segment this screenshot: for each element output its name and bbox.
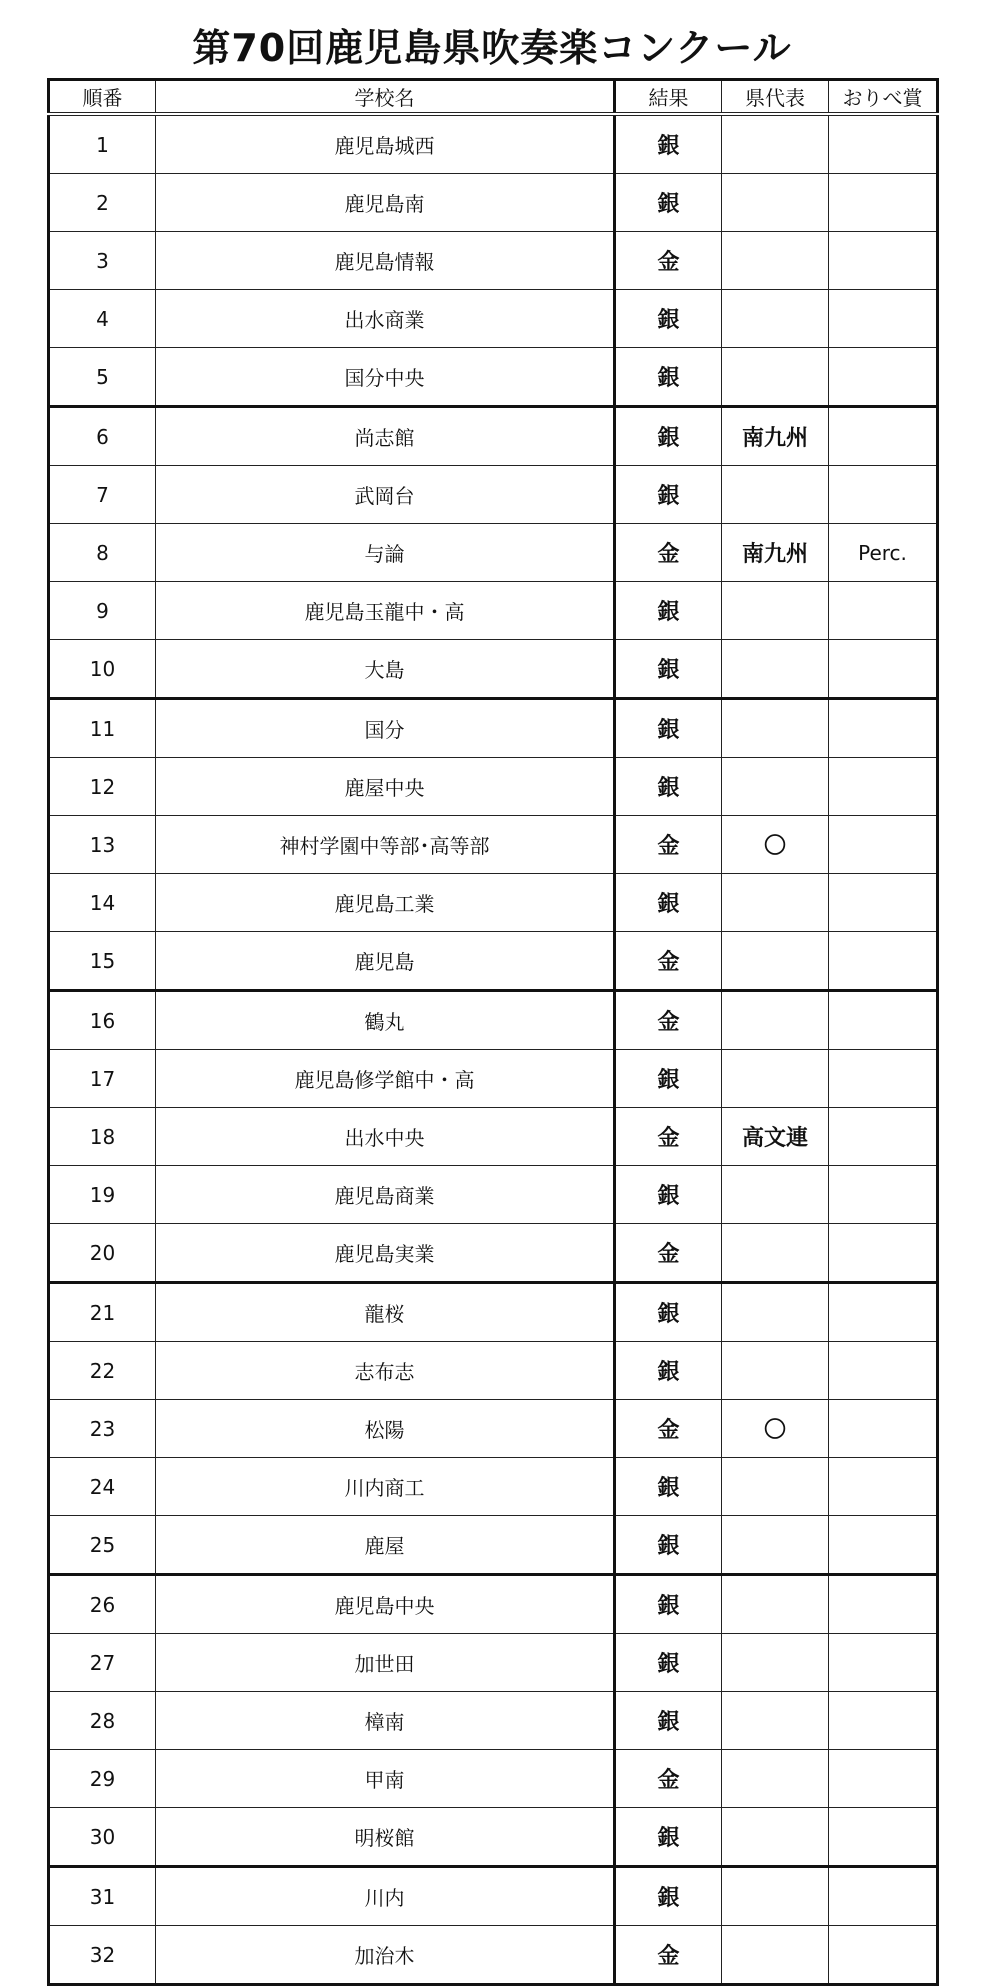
result-cell: 銀 bbox=[615, 1867, 722, 1926]
oribe-award-cell bbox=[829, 1283, 938, 1342]
header-oribe-award: おりべ賞 bbox=[829, 80, 938, 115]
representative-cell bbox=[722, 1926, 829, 1985]
table-row bbox=[49, 1750, 938, 1808]
school-name-cell: 国分 bbox=[156, 699, 615, 758]
school-name-cell: 鹿児島 bbox=[156, 932, 615, 991]
table-body bbox=[49, 114, 938, 1985]
table-row bbox=[49, 466, 938, 524]
result-cell: 銀 bbox=[615, 466, 722, 524]
result-cell: 銀 bbox=[615, 1808, 722, 1867]
order-cell: 30 bbox=[49, 1808, 156, 1867]
school-name-cell: 鹿児島玉龍中・高 bbox=[156, 582, 615, 640]
header-order: 順番 bbox=[49, 80, 156, 115]
order-cell: 23 bbox=[49, 1400, 156, 1458]
oribe-award-cell bbox=[829, 932, 938, 991]
page-title: 第70回鹿児島県吹奏楽コンクール bbox=[192, 26, 792, 70]
table-row bbox=[49, 524, 938, 582]
header-representative: 県代表 bbox=[722, 80, 829, 115]
order-cell: 11 bbox=[49, 699, 156, 758]
representative-cell bbox=[722, 1224, 829, 1283]
oribe-award-cell bbox=[829, 407, 938, 466]
representative-cell bbox=[722, 290, 829, 348]
order-cell: 4 bbox=[49, 290, 156, 348]
oribe-award-cell bbox=[829, 348, 938, 407]
order-cell: 14 bbox=[49, 874, 156, 932]
table-row bbox=[49, 1342, 938, 1400]
oribe-award-cell bbox=[829, 1166, 938, 1224]
result-cell: 銀 bbox=[615, 1575, 722, 1634]
oribe-award-cell bbox=[829, 1224, 938, 1283]
representative-cell bbox=[722, 114, 829, 174]
representative-cell bbox=[722, 1808, 829, 1867]
table-row bbox=[49, 1692, 938, 1750]
school-name-cell: 樟南 bbox=[156, 1692, 615, 1750]
table-row bbox=[49, 1108, 938, 1166]
result-cell: 金 bbox=[615, 524, 722, 582]
result-cell: 金 bbox=[615, 932, 722, 991]
table-row bbox=[49, 640, 938, 699]
results-table bbox=[47, 78, 939, 1986]
oribe-award-cell bbox=[829, 1750, 938, 1808]
oribe-award-cell bbox=[829, 1575, 938, 1634]
school-name-cell: 鹿屋中央 bbox=[156, 758, 615, 816]
result-cell: 銀 bbox=[615, 640, 722, 699]
school-name-cell: 神村学園中等部･高等部 bbox=[156, 816, 615, 874]
table-row bbox=[49, 1283, 938, 1342]
result-cell: 銀 bbox=[615, 758, 722, 816]
header-school: 学校名 bbox=[156, 80, 615, 115]
representative-cell bbox=[722, 1867, 829, 1926]
school-name-cell: 国分中央 bbox=[156, 348, 615, 407]
school-name-cell: 大島 bbox=[156, 640, 615, 699]
table-header-row bbox=[49, 80, 938, 115]
oribe-award-cell bbox=[829, 1400, 938, 1458]
result-cell: 金 bbox=[615, 816, 722, 874]
school-name-cell: 与論 bbox=[156, 524, 615, 582]
table-row bbox=[49, 1575, 938, 1634]
result-cell: 銀 bbox=[615, 1166, 722, 1224]
table-row bbox=[49, 1166, 938, 1224]
school-name-cell: 鹿児島南 bbox=[156, 174, 615, 232]
order-cell: 9 bbox=[49, 582, 156, 640]
order-cell: 5 bbox=[49, 348, 156, 407]
representative-cell bbox=[722, 1342, 829, 1400]
table-row bbox=[49, 174, 938, 232]
result-cell: 銀 bbox=[615, 290, 722, 348]
result-cell: 金 bbox=[615, 232, 722, 290]
order-cell: 10 bbox=[49, 640, 156, 699]
representative-cell bbox=[722, 699, 829, 758]
school-name-cell: 加世田 bbox=[156, 1634, 615, 1692]
result-cell: 金 bbox=[615, 1400, 722, 1458]
oribe-award-cell bbox=[829, 991, 938, 1050]
oribe-award-cell bbox=[829, 1926, 938, 1985]
order-cell: 15 bbox=[49, 932, 156, 991]
order-cell: 12 bbox=[49, 758, 156, 816]
representative-cell bbox=[722, 582, 829, 640]
order-cell: 27 bbox=[49, 1634, 156, 1692]
table-row bbox=[49, 816, 938, 874]
oribe-award-cell bbox=[829, 232, 938, 290]
oribe-award-cell bbox=[829, 1634, 938, 1692]
table-row bbox=[49, 1400, 938, 1458]
representative-cell bbox=[722, 1458, 829, 1516]
representative-cell bbox=[722, 1516, 829, 1575]
order-cell: 7 bbox=[49, 466, 156, 524]
result-cell: 金 bbox=[615, 1108, 722, 1166]
table-row bbox=[49, 874, 938, 932]
representative-cell bbox=[722, 348, 829, 407]
result-cell: 金 bbox=[615, 991, 722, 1050]
result-cell: 銀 bbox=[615, 1283, 722, 1342]
school-name-cell: 鹿児島中央 bbox=[156, 1575, 615, 1634]
oribe-award-cell bbox=[829, 816, 938, 874]
result-cell: 金 bbox=[615, 1750, 722, 1808]
representative-cell bbox=[722, 1634, 829, 1692]
table-row bbox=[49, 1224, 938, 1283]
representative-cell bbox=[722, 1166, 829, 1224]
result-cell: 銀 bbox=[615, 874, 722, 932]
order-cell: 24 bbox=[49, 1458, 156, 1516]
result-cell: 銀 bbox=[615, 407, 722, 466]
oribe-award-cell bbox=[829, 1867, 938, 1926]
order-cell: 13 bbox=[49, 816, 156, 874]
representative-cell bbox=[722, 174, 829, 232]
oribe-award-cell bbox=[829, 582, 938, 640]
table-row bbox=[49, 1516, 938, 1575]
school-name-cell: 尚志館 bbox=[156, 407, 615, 466]
order-cell: 28 bbox=[49, 1692, 156, 1750]
table-row bbox=[49, 1926, 938, 1985]
order-cell: 18 bbox=[49, 1108, 156, 1166]
oribe-award-cell bbox=[829, 1458, 938, 1516]
representative-cell: 〇 bbox=[722, 1400, 829, 1458]
order-cell: 6 bbox=[49, 407, 156, 466]
order-cell: 21 bbox=[49, 1283, 156, 1342]
school-name-cell: 武岡台 bbox=[156, 466, 615, 524]
representative-cell bbox=[722, 991, 829, 1050]
school-name-cell: 鹿児島実業 bbox=[156, 1224, 615, 1283]
school-name-cell: 松陽 bbox=[156, 1400, 615, 1458]
representative-cell bbox=[722, 1050, 829, 1108]
result-cell: 銀 bbox=[615, 1516, 722, 1575]
table-row bbox=[49, 582, 938, 640]
table-row bbox=[49, 1867, 938, 1926]
order-cell: 25 bbox=[49, 1516, 156, 1575]
school-name-cell: 出水商業 bbox=[156, 290, 615, 348]
oribe-award-cell bbox=[829, 1692, 938, 1750]
oribe-award-cell bbox=[829, 174, 938, 232]
school-name-cell: 鹿児島工業 bbox=[156, 874, 615, 932]
result-cell: 銀 bbox=[615, 348, 722, 407]
school-name-cell: 川内 bbox=[156, 1867, 615, 1926]
order-cell: 31 bbox=[49, 1867, 156, 1926]
order-cell: 29 bbox=[49, 1750, 156, 1808]
result-cell: 金 bbox=[615, 1926, 722, 1985]
table-row bbox=[49, 348, 938, 407]
school-name-cell: 川内商工 bbox=[156, 1458, 615, 1516]
oribe-award-cell bbox=[829, 466, 938, 524]
order-cell: 22 bbox=[49, 1342, 156, 1400]
representative-cell: 南九州 bbox=[722, 524, 829, 582]
table-row bbox=[49, 1808, 938, 1867]
representative-cell bbox=[722, 466, 829, 524]
oribe-award-cell: Perc. bbox=[829, 524, 938, 582]
school-name-cell: 鹿児島商業 bbox=[156, 1166, 615, 1224]
order-cell: 26 bbox=[49, 1575, 156, 1634]
table-row bbox=[49, 699, 938, 758]
result-cell: 金 bbox=[615, 1224, 722, 1283]
oribe-award-cell bbox=[829, 1516, 938, 1575]
result-cell: 銀 bbox=[615, 1342, 722, 1400]
oribe-award-cell bbox=[829, 640, 938, 699]
result-cell: 銀 bbox=[615, 114, 722, 174]
table-row bbox=[49, 1634, 938, 1692]
order-cell: 8 bbox=[49, 524, 156, 582]
table-row bbox=[49, 407, 938, 466]
result-cell: 銀 bbox=[615, 174, 722, 232]
oribe-award-cell bbox=[829, 699, 938, 758]
school-name-cell: 鹿児島修学館中・高 bbox=[156, 1050, 615, 1108]
school-name-cell: 加治木 bbox=[156, 1926, 615, 1985]
representative-cell bbox=[722, 640, 829, 699]
representative-cell bbox=[722, 758, 829, 816]
representative-cell bbox=[722, 874, 829, 932]
order-cell: 32 bbox=[49, 1926, 156, 1985]
table-row bbox=[49, 932, 938, 991]
school-name-cell: 鹿屋 bbox=[156, 1516, 615, 1575]
table-row bbox=[49, 290, 938, 348]
order-cell: 16 bbox=[49, 991, 156, 1050]
representative-cell bbox=[722, 1575, 829, 1634]
table-row bbox=[49, 232, 938, 290]
table-row bbox=[49, 114, 938, 174]
table-row bbox=[49, 758, 938, 816]
order-cell: 1 bbox=[49, 114, 156, 174]
table-row bbox=[49, 1458, 938, 1516]
school-name-cell: 龍桜 bbox=[156, 1283, 615, 1342]
order-cell: 2 bbox=[49, 174, 156, 232]
school-name-cell: 甲南 bbox=[156, 1750, 615, 1808]
result-cell: 銀 bbox=[615, 699, 722, 758]
oribe-award-cell bbox=[829, 1108, 938, 1166]
result-cell: 銀 bbox=[615, 1692, 722, 1750]
school-name-cell: 志布志 bbox=[156, 1342, 615, 1400]
oribe-award-cell bbox=[829, 1050, 938, 1108]
representative-cell bbox=[722, 932, 829, 991]
oribe-award-cell bbox=[829, 1808, 938, 1867]
order-cell: 3 bbox=[49, 232, 156, 290]
result-cell: 銀 bbox=[615, 1634, 722, 1692]
representative-cell bbox=[722, 1692, 829, 1750]
representative-cell bbox=[722, 1750, 829, 1808]
school-name-cell: 鹿児島情報 bbox=[156, 232, 615, 290]
representative-cell bbox=[722, 1283, 829, 1342]
order-cell: 17 bbox=[49, 1050, 156, 1108]
representative-cell: 〇 bbox=[722, 816, 829, 874]
representative-cell: 高文連 bbox=[722, 1108, 829, 1166]
order-cell: 19 bbox=[49, 1166, 156, 1224]
school-name-cell: 鹿児島城西 bbox=[156, 114, 615, 174]
header-result: 結果 bbox=[615, 80, 722, 115]
table-row bbox=[49, 991, 938, 1050]
oribe-award-cell bbox=[829, 114, 938, 174]
oribe-award-cell bbox=[829, 290, 938, 348]
result-cell: 銀 bbox=[615, 1050, 722, 1108]
representative-cell bbox=[722, 232, 829, 290]
school-name-cell: 出水中央 bbox=[156, 1108, 615, 1166]
school-name-cell: 鶴丸 bbox=[156, 991, 615, 1050]
table-row bbox=[49, 1050, 938, 1108]
result-cell: 銀 bbox=[615, 582, 722, 640]
representative-cell: 南九州 bbox=[722, 407, 829, 466]
oribe-award-cell bbox=[829, 1342, 938, 1400]
oribe-award-cell bbox=[829, 758, 938, 816]
oribe-award-cell bbox=[829, 874, 938, 932]
result-cell: 銀 bbox=[615, 1458, 722, 1516]
order-cell: 20 bbox=[49, 1224, 156, 1283]
school-name-cell: 明桜館 bbox=[156, 1808, 615, 1867]
